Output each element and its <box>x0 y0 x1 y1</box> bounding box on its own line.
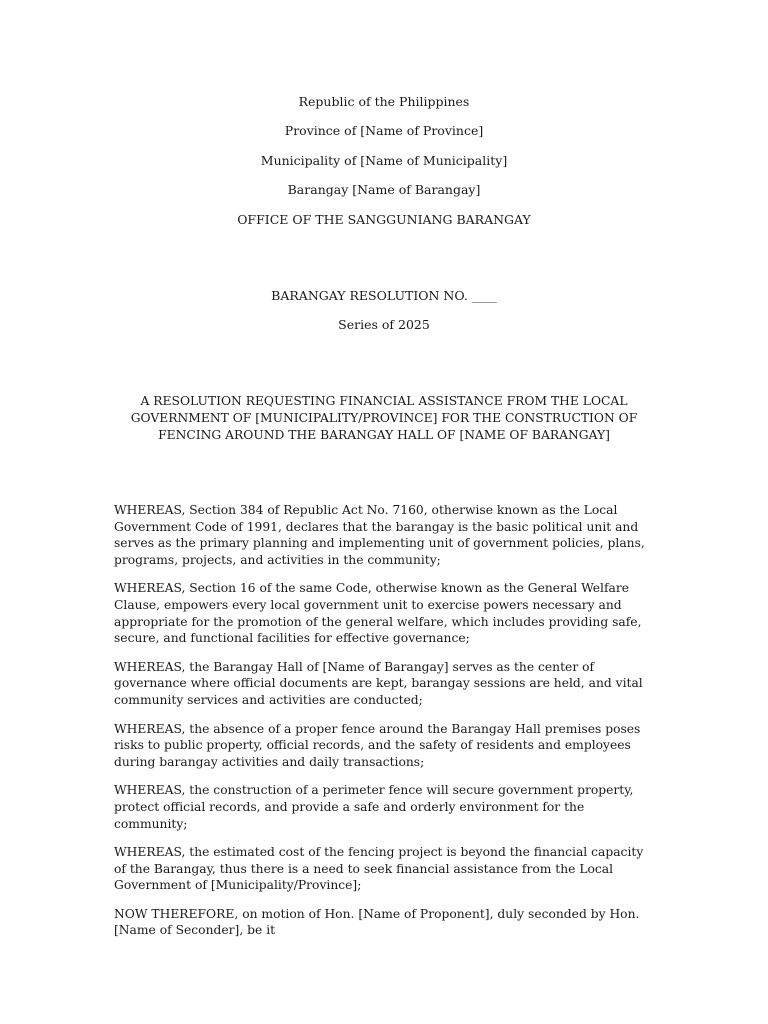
whereas-paragraph-2: WHEREAS, Section 16 of the same Code, otherwise known as the General Welfare Clause, empowers every local government unit to exercise powers necessary and appropriate for the promotion of the general welfare, which includes providing safe, secure, and functional facilities for effective governance; <box>114 581 642 646</box>
now-therefore-paragraph: NOW THEREFORE, on motion of Hon. [Name of Proponent], duly seconded by Hon. [Name of Seconder], be it <box>114 906 640 938</box>
whereas-paragraph-4: WHEREAS, the absence of a proper fence around the Barangay Hall premises poses risks to public property, official records, and the safety of residents and employees during barangay activities and daily transactions; <box>114 721 641 769</box>
whereas-paragraph-3: WHEREAS, the Barangay Hall of [Name of Barangay] serves as the center of governance where official documents are kept, barangay sessions are held, and vital community services and activities are conducted; <box>114 659 643 707</box>
header-office: OFFICE OF THE SANGGUNIANG BARANGAY <box>237 212 531 227</box>
whereas-paragraph-1: WHEREAS, Section 384 of Republic Act No. 7160, otherwise known as the Local Government Code of 1991, declares that the barangay is the basic political unit and serves as the primary planning and implementing unit of government policies, plans, programs, projects, and activities in the community; <box>114 503 645 567</box>
whereas-paragraph-5: WHEREAS, the construction of a perimeter fence will secure government property, protect official records, and provide a safe and orderly environment for the community; <box>114 783 634 831</box>
header-province: Province of [Name of Province] <box>284 123 484 138</box>
header-municipality: Municipality of [Name of Municipality] <box>260 153 508 168</box>
resolution-title: A RESOLUTION REQUESTING FINANCIAL ASSISTANCE FROM THE LOCAL GOVERNMENT OF [MUNICIPALITY/PROVINCE] FOR THE CONSTRUCTION OF FENCING AROUND THE BARANGAY HALL OF [NAME OF BARANGAY] <box>130 394 638 442</box>
resolution-body <box>114 502 656 951</box>
header-barangay: Barangay [Name of Barangay] <box>287 182 481 197</box>
header-republic: Republic of the Philippines <box>298 94 470 109</box>
whereas-paragraph-6: WHEREAS, the estimated cost of the fencing project is beyond the financial capacity of the Barangay, thus there is a need to seek financial assistance from the Local Government of [Municipality/Province]; <box>114 845 644 893</box>
resolution-series: Series of 2025 <box>338 317 430 332</box>
resolution-number: BARANGAY RESOLUTION NO. ____ <box>271 288 497 303</box>
